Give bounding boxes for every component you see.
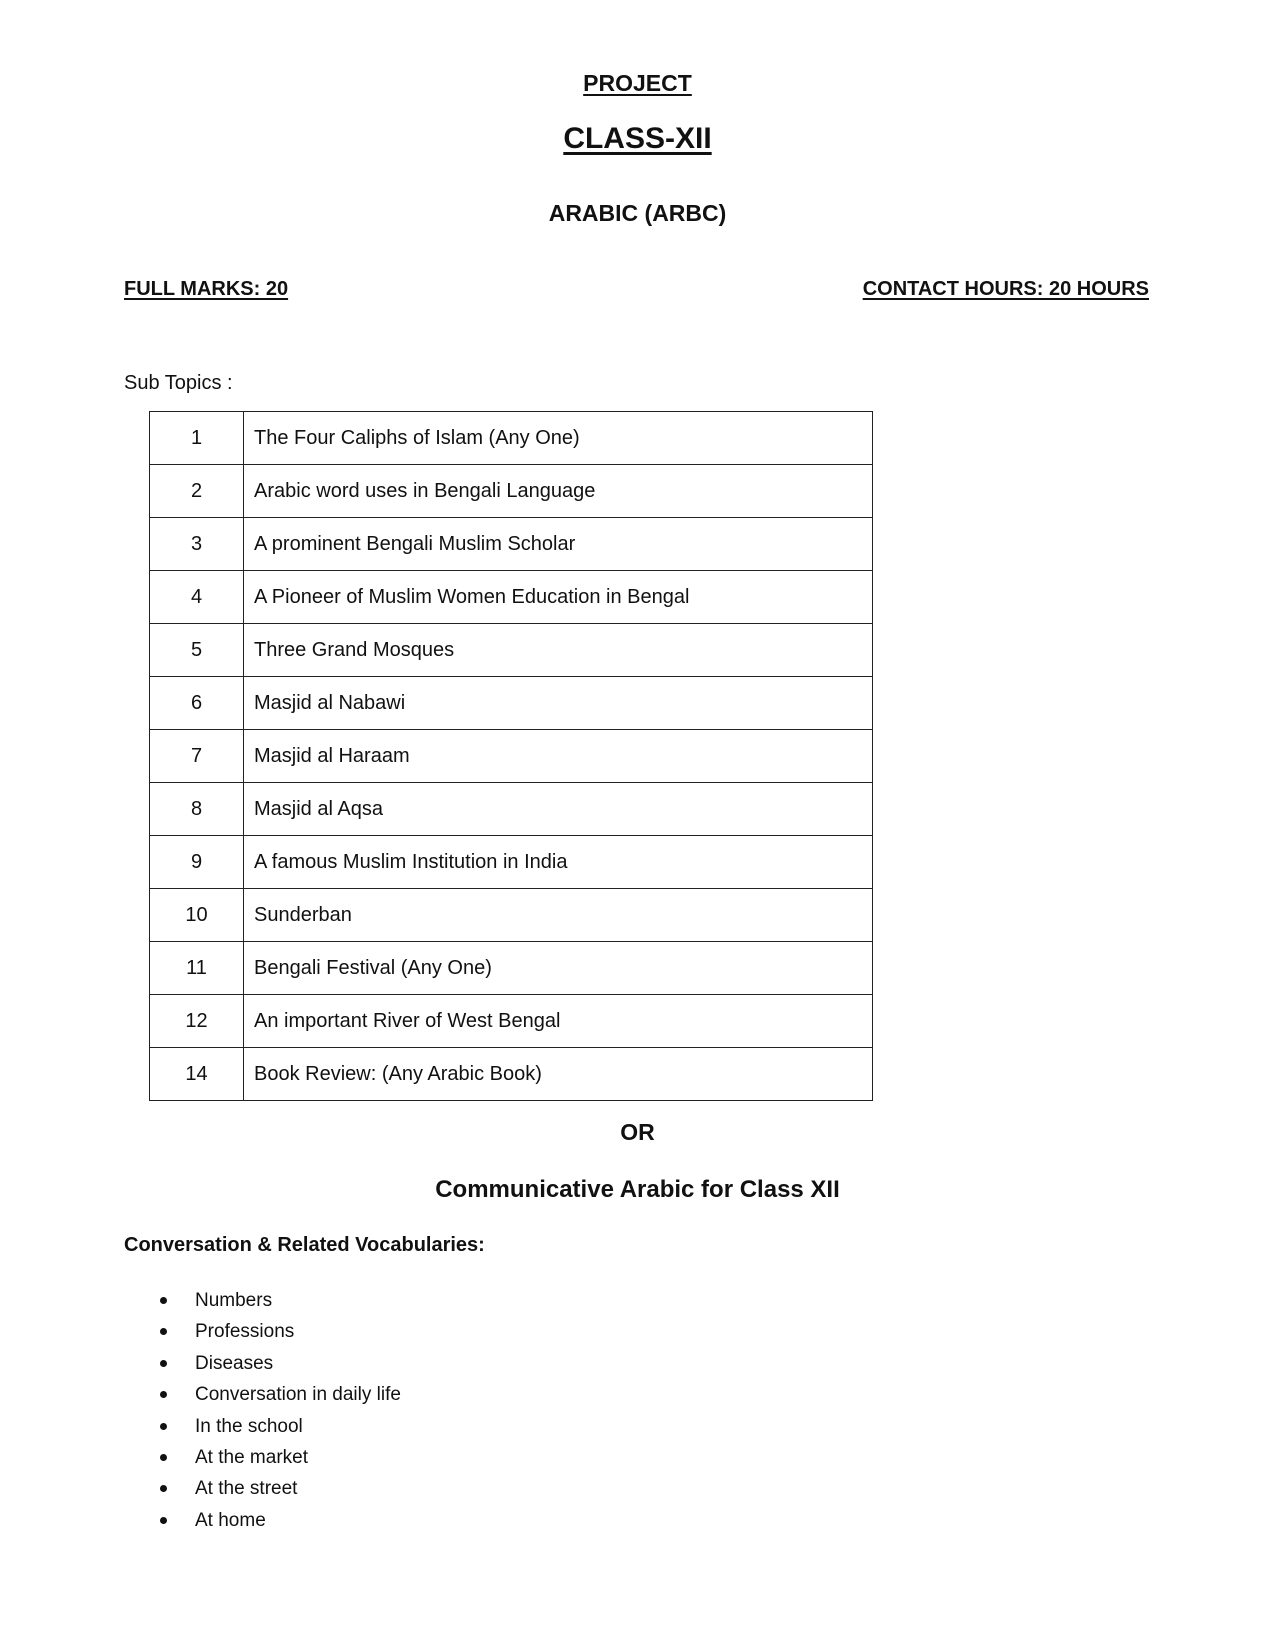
list-item-text: At home [195, 1509, 266, 1531]
project-heading: PROJECT [583, 70, 692, 96]
topic-text: A Pioneer of Muslim Women Education in Bengal [244, 571, 873, 624]
table-row [150, 836, 873, 889]
bullet-icon [160, 1360, 167, 1367]
topic-number: 9 [150, 836, 244, 889]
table-row [150, 783, 873, 836]
class-heading: CLASS-XII [563, 122, 712, 155]
topic-text: Masjid al Aqsa [244, 783, 873, 836]
table-row [150, 624, 873, 677]
topic-number: 2 [150, 465, 244, 518]
topic-text: A prominent Bengali Muslim Scholar [244, 518, 873, 571]
bullet-icon [160, 1391, 167, 1398]
topic-number: 14 [150, 1048, 244, 1101]
topic-number: 6 [150, 677, 244, 730]
list-item [156, 1442, 401, 1473]
bullet-icon [160, 1485, 167, 1492]
list-item-text: Professions [195, 1321, 295, 1343]
table-row [150, 677, 873, 730]
bullet-icon [160, 1423, 167, 1430]
contact-hours-label: CONTACT HOURS: 20 HOURS [862, 278, 1149, 300]
table-row [150, 412, 873, 465]
bullet-icon [160, 1454, 167, 1461]
list-item [156, 1473, 401, 1504]
list-item-text: Diseases [195, 1352, 274, 1374]
topic-number: 5 [150, 624, 244, 677]
topic-text: An important River of West Bengal [244, 995, 873, 1048]
topic-text: Sunderban [244, 889, 873, 942]
subtopics-table [149, 411, 873, 1101]
vocabulary-list [156, 1285, 401, 1536]
table-row [150, 995, 873, 1048]
table-row [150, 518, 873, 571]
table-row [150, 1048, 873, 1101]
topic-number: 1 [150, 412, 244, 465]
topic-text: Three Grand Mosques [244, 624, 873, 677]
list-item [156, 1285, 401, 1316]
list-item [156, 1379, 401, 1410]
topic-text: Arabic word uses in Bengali Language [244, 465, 873, 518]
full-marks-label: FULL MARKS: 20 [124, 278, 289, 300]
table-row [150, 889, 873, 942]
topic-text: Book Review: (Any Arabic Book) [244, 1048, 873, 1101]
list-item [156, 1411, 401, 1442]
topic-text: The Four Caliphs of Islam (Any One) [244, 412, 873, 465]
conversation-heading: Conversation & Related Vocabularies: [124, 1234, 485, 1256]
topic-text: A famous Muslim Institution in India [244, 836, 873, 889]
bullet-icon [160, 1328, 167, 1335]
topic-number: 11 [150, 942, 244, 995]
list-item-text: At the market [195, 1446, 308, 1468]
topic-number: 3 [150, 518, 244, 571]
communicative-arabic-title: Communicative Arabic for Class XII [435, 1176, 840, 1203]
list-item-text: Conversation in daily life [195, 1384, 401, 1406]
topic-number: 4 [150, 571, 244, 624]
topic-text: Masjid al Nabawi [244, 677, 873, 730]
topic-number: 8 [150, 783, 244, 836]
list-item [156, 1505, 401, 1536]
list-item [156, 1348, 401, 1379]
or-separator: OR [620, 1119, 655, 1145]
bullet-icon [160, 1297, 167, 1304]
topic-number: 7 [150, 730, 244, 783]
table-row [150, 730, 873, 783]
topic-text: Masjid al Haraam [244, 730, 873, 783]
table-row [150, 465, 873, 518]
topic-number: 12 [150, 995, 244, 1048]
topic-number: 10 [150, 889, 244, 942]
subject-heading: ARABIC (ARBC) [548, 200, 727, 226]
list-item-text: In the school [195, 1415, 303, 1437]
table-row [150, 942, 873, 995]
subtopics-label: Sub Topics : [124, 372, 233, 394]
list-item [156, 1316, 401, 1347]
list-item-text: At the street [195, 1478, 298, 1500]
list-item-text: Numbers [195, 1290, 273, 1311]
bullet-icon [160, 1517, 167, 1524]
table-row [150, 571, 873, 624]
topic-text: Bengali Festival (Any One) [244, 942, 873, 995]
